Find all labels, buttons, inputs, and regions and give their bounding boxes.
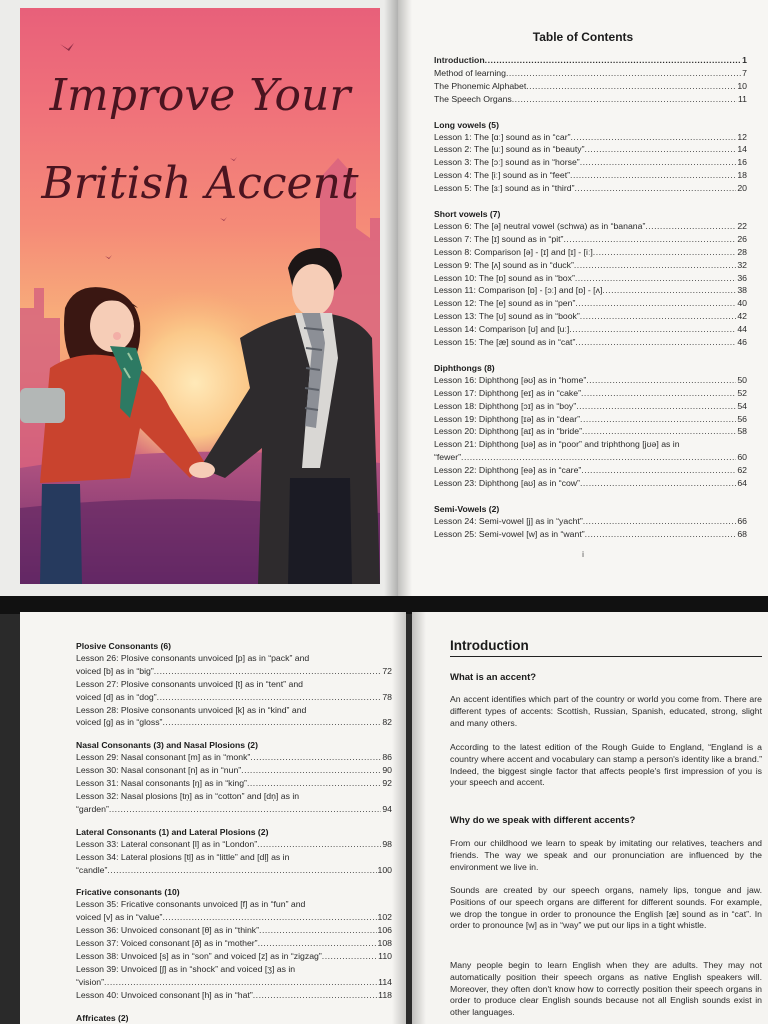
cover-page <box>0 0 398 600</box>
toc-entry[interactable] <box>434 67 747 80</box>
toc-leader-dots <box>259 924 376 937</box>
toc-entry[interactable] <box>76 751 392 764</box>
paragraph: An accent identifies which part of the country or world you come from. There are different types of accents: Scottish, Russian, Spanish, educated, strong, slight and many others. <box>450 694 762 728</box>
toc-entry-label: voiced [b] as in “big” <box>76 665 154 676</box>
toc-page-number: 11 <box>737 93 747 104</box>
toc-entry[interactable] <box>434 323 747 336</box>
toc-entry-label: Lesson 27: Plosive consonants unvoiced [t] as in “tent” and <box>76 678 303 689</box>
toc-entry-label: “vision” <box>76 976 104 987</box>
toc-entry[interactable] <box>434 233 747 246</box>
toc-page-number: 54 <box>737 400 747 411</box>
toc-entry-label: Lesson 29: Nasal consonant [m] as in “monk” <box>76 752 251 763</box>
toc-entry[interactable] <box>434 515 747 528</box>
toc-leader-dots <box>107 864 376 877</box>
toc-page-number: 106 <box>377 925 392 936</box>
toc-entry[interactable] <box>76 716 392 729</box>
toc-page-number: 58 <box>737 426 747 437</box>
toc-leader-dots <box>253 989 377 1002</box>
toc-leader-dots <box>571 131 737 144</box>
toc-page-number: 92 <box>382 778 392 789</box>
toc-entry[interactable] <box>434 451 747 464</box>
toc-leader-dots <box>247 777 381 790</box>
paragraph: From our childhood we learn to speak by imitating our relatives, teachers and friends. The way we speak and our pronunciation are influenced by the environment we live in. <box>450 838 762 872</box>
toc-entry[interactable] <box>434 272 747 285</box>
toc-entry[interactable] <box>76 976 392 989</box>
toc-entry[interactable] <box>76 777 392 790</box>
toc-section-heading: Fricative consonants (10) <box>76 887 180 898</box>
toc-entry-label: The Speech Organs <box>434 93 512 104</box>
toc-page-number: 100 <box>377 864 392 875</box>
toc-page-number: 56 <box>737 413 747 424</box>
toc-leader-dots <box>154 665 382 678</box>
cover-title-line2: British Accent <box>41 158 359 209</box>
toc-entry[interactable] <box>434 131 747 144</box>
toc-page-number: 7 <box>742 67 747 78</box>
toc-entry-label: Method of learning <box>434 67 506 78</box>
toc-entry[interactable] <box>434 246 747 259</box>
toc-entry[interactable] <box>434 528 747 541</box>
toc-entry-label: “candle” <box>76 864 108 875</box>
toc-leader-dots <box>506 67 741 80</box>
toc-entry[interactable] <box>434 477 747 490</box>
toc-leader-dots <box>241 764 381 777</box>
toc-entry-label: Lesson 33: Lateral consonant [l] as in “London” <box>76 838 258 849</box>
toc-entry[interactable] <box>434 259 747 272</box>
toc-page-number: 62 <box>737 465 747 476</box>
toc-leader-dots <box>461 451 736 464</box>
toc-page <box>398 0 768 600</box>
page-gutter <box>384 0 398 600</box>
toc-leader-dots <box>258 937 377 950</box>
toc-entry-label: Lesson 3: The [ɔː] sound as in “horse” <box>434 157 580 168</box>
toc-page-number: 20 <box>737 183 747 194</box>
toc-entry-label: Lesson 22: Diphthong [eə] as in “care” <box>434 465 582 476</box>
toc-entry-label: Lesson 36: Unvoiced consonant [θ] as in “think” <box>76 925 260 936</box>
toc-entry[interactable] <box>434 54 747 67</box>
toc-entry-label: Lesson 38: Unvoiced [s] as in “son” and voiced [z] as in “zigzag” <box>76 951 322 962</box>
toc-entry-label: Lesson 23: Diphthong [aʊ] as in “cow” <box>434 478 580 489</box>
toc-section-heading: Plosive Consonants (6) <box>76 641 172 651</box>
toc-leader-dots <box>680 438 746 451</box>
toc-leader-dots <box>303 678 391 691</box>
toc-page-number: 44 <box>737 324 747 335</box>
toc-page-number: 28 <box>737 246 747 257</box>
toc-leader-dots <box>526 80 736 93</box>
toc-leader-dots <box>109 803 381 816</box>
toc-page-number: 38 <box>737 285 747 296</box>
toc-entry-label: Lesson 11: Comparison [ɒ] - [ɔː] and [ɒ] - [ʌ] <box>434 285 603 296</box>
toc-list-bottom <box>76 640 392 1024</box>
toc-page-number: 118 <box>378 989 392 1000</box>
toc-entry[interactable] <box>76 924 392 937</box>
page-gutter <box>412 612 426 1024</box>
toc-leader-dots <box>576 400 736 413</box>
toc-entry-label: Lesson 8: Comparison [ə] - [ɪ] and [ɪ] - [iː] <box>434 246 593 257</box>
toc-entry[interactable] <box>434 220 747 233</box>
toc-section-heading: Lateral Consonants (1) and Lateral Plosions (2) <box>76 826 269 837</box>
toc-leader-dots <box>585 143 737 156</box>
toc-page-number: 86 <box>382 752 392 763</box>
toc-entry[interactable] <box>434 425 747 438</box>
toc-entry[interactable] <box>76 704 392 717</box>
introduction-heading: Introduction <box>450 638 762 657</box>
toc-entry-label: Lesson 28: Plosive consonants unvoiced [k] as in “kind” and <box>76 704 307 715</box>
toc-entry[interactable] <box>434 93 747 106</box>
toc-page-number: 66 <box>737 515 747 526</box>
toc-page-number: 78 <box>382 691 392 702</box>
toc-entry[interactable] <box>434 156 747 169</box>
toc-entry-label: Lesson 31: Nasal consonants [ŋ] as in “king” <box>76 778 247 789</box>
toc-page-number: 98 <box>382 838 392 849</box>
toc-page-number: 90 <box>382 765 392 776</box>
toc-leader-dots <box>162 716 381 729</box>
toc-entry[interactable] <box>434 80 747 93</box>
toc-leader-dots <box>580 310 737 323</box>
toc-entry[interactable] <box>76 838 392 851</box>
toc-entry[interactable] <box>434 374 747 387</box>
toc-leader-dots <box>162 911 376 924</box>
toc-entry[interactable] <box>434 182 747 195</box>
toc-page-number: 64 <box>737 478 747 489</box>
toc-entry-label: voiced [v] as in “value” <box>76 912 163 923</box>
toc-page-number: 82 <box>382 717 392 728</box>
toc-page-number: 102 <box>377 912 392 923</box>
toc-entry-label: Lesson 6: The [ə] neutral vowel (schwa) as in “banana” <box>434 221 646 232</box>
toc-entry[interactable] <box>76 691 392 704</box>
toc-entry-label: Lesson 13: The [ʊ] sound as in “book” <box>434 311 580 322</box>
toc-entry-label: Lesson 30: Nasal consonant [n] as in “nun” <box>76 765 242 776</box>
paragraph: Many people begin to learn English when they are adults. They may not automatically position their speech organs as native English speakers will. Moreover, they often don't know how to correctly position their speech organs in order to produce clear English sounds because not all English sounds exist in other languages. <box>450 960 762 1018</box>
toc-page-number: 26 <box>737 233 747 244</box>
toc-page-number: 36 <box>737 272 747 283</box>
toc-entry[interactable] <box>76 790 392 803</box>
toc-entry-label: Lesson 2: The [uː] sound as in “beauty” <box>434 144 585 155</box>
toc-entry[interactable] <box>434 413 747 426</box>
toc-leader-dots <box>582 425 736 438</box>
toc-entry-label: Lesson 18: Diphthong [ɔɪ] as in “boy” <box>434 400 577 411</box>
toc-page-number: 1 <box>742 55 747 65</box>
toc-leader-dots <box>157 691 382 704</box>
toc-entry-label: Lesson 1: The [ɑː] sound as in “car” <box>434 131 571 142</box>
toc-entry-label: Lesson 20: Diphthong [aɪ] as in “bride” <box>434 426 582 437</box>
toc-leader-dots <box>104 976 377 989</box>
toc-page-continued <box>20 612 406 1024</box>
toc-leader-dots <box>295 963 391 976</box>
toc-entry[interactable] <box>434 464 747 477</box>
toc-leader-dots <box>645 220 736 233</box>
toc-leader-dots <box>575 272 736 285</box>
toc-entry[interactable] <box>76 898 392 911</box>
toc-page-number: 114 <box>378 976 392 987</box>
toc-page-number: 52 <box>737 387 747 398</box>
toc-entry-label: Introduction <box>434 55 485 65</box>
toc-entry-label: Lesson 26: Plosive consonants unvoiced [p] as in “pack” and <box>76 653 310 663</box>
toc-page-number: 40 <box>737 298 747 309</box>
toc-page-number: 68 <box>737 528 747 539</box>
toc-entry[interactable] <box>76 911 392 924</box>
toc-entry[interactable] <box>76 803 392 816</box>
toc-page-number: 108 <box>377 938 392 949</box>
toc-entry[interactable] <box>434 310 747 323</box>
toc-entry[interactable] <box>434 297 747 310</box>
toc-leader-dots <box>586 374 736 387</box>
toc-leader-dots <box>512 93 737 106</box>
toc-page-number <box>746 438 747 451</box>
toc-entry[interactable] <box>434 400 747 413</box>
toc-entry[interactable] <box>76 665 392 678</box>
toc-leader-dots <box>322 950 377 963</box>
toc-entry-label: Lesson 25: Semi-vowel [w] as in “want” <box>434 528 585 539</box>
toc-entry[interactable] <box>434 143 747 156</box>
toc-entry-label: Lesson 21: Diphthong [ʊə] as in “poor” and triphthong [jʊə] as in <box>434 439 680 450</box>
book-cover <box>20 8 380 584</box>
toc-leader-dots <box>563 233 736 246</box>
toc-entry-label: Lesson 15: The [æ] sound as in “cat” <box>434 337 576 348</box>
toc-entry-label: Lesson 10: The [ɒ] sound as in “box” <box>434 272 575 283</box>
toc-entry-label: voiced [d] as in “dog” <box>76 691 157 702</box>
toc-page-number: 32 <box>737 259 747 270</box>
toc-entry-label: Lesson 24: Semi-vowel [j] as in “yacht” <box>434 515 583 526</box>
toc-leader-dots <box>569 323 736 336</box>
toc-leader-dots <box>593 246 737 259</box>
toc-page-number: 42 <box>737 311 747 322</box>
toc-section-heading: Nasal Consonants (3) and Nasal Plosions (2) <box>76 740 258 751</box>
toc-leader-dots <box>583 515 737 528</box>
page-number: i <box>582 550 584 559</box>
toc-entry-label: Lesson 17: Diphthong [eɪ] as in “cake” <box>434 387 582 398</box>
toc-leader-dots <box>574 259 736 272</box>
toc-entry-label: Lesson 14: Comparison [ʊ] and [uː] <box>434 324 570 335</box>
toc-entry[interactable] <box>76 678 392 691</box>
paragraph: According to the latest edition of the Rough Guide to England, “England is a country where accent and vocabulary can stamp a person's identity like a brand.” Indeed, the biggest single factor that affects people's first impression of you is your speech and accent. <box>450 742 762 788</box>
toc-section-heading: Semi-Vowels (2) <box>434 503 500 514</box>
toc-page-number: 46 <box>737 337 747 348</box>
toc-page-number: 50 <box>737 374 747 385</box>
toc-entry-label: “fewer” <box>434 452 462 463</box>
toc-entry[interactable] <box>76 764 392 777</box>
toc-entry-label: Lesson 40: Unvoiced consonant [h] as in “hat” <box>76 989 253 1000</box>
toc-entry[interactable] <box>76 937 392 950</box>
toc-entry[interactable] <box>76 851 392 864</box>
toc-page-number: 10 <box>737 80 747 91</box>
toc-entry[interactable] <box>434 438 747 451</box>
toc-entry-label: Lesson 16: Diphthong [əʊ] as in “home” <box>434 374 587 385</box>
page-gutter <box>392 612 406 1024</box>
toc-entry[interactable] <box>434 336 747 349</box>
toc-entry-label: Lesson 9: The [ʌ] sound as in “duck” <box>434 259 574 270</box>
toc-entry-label: voiced [g] as in “gloss” <box>76 717 163 728</box>
toc-leader-dots <box>306 704 391 717</box>
toc-entry[interactable] <box>76 963 392 976</box>
toc-page-number: 18 <box>737 170 747 181</box>
toc-leader-dots <box>250 751 381 764</box>
toc-section-heading: Short vowels (7) <box>434 209 501 220</box>
toc-entry[interactable] <box>434 169 747 182</box>
toc-leader-dots <box>581 464 736 477</box>
toc-entry-label: Lesson 32: Nasal plosions [tn̩] as in “cotton” and [dn̩] as in <box>76 791 300 802</box>
toc-entry[interactable] <box>76 652 392 665</box>
toc-entry-label: Lesson 37: Voiced consonant [ð] as in “mother” <box>76 938 258 949</box>
toc-leader-dots <box>575 336 736 349</box>
toc-entry-label: “garden” <box>76 803 109 814</box>
toc-leader-dots <box>485 54 741 67</box>
toc-leader-dots <box>299 790 391 803</box>
toc-page-number: 72 <box>382 665 392 676</box>
subheading-what-is-accent: What is an accent? <box>450 672 537 683</box>
toc-entry-label: Lesson 39: Unvoiced [ʃ] as in “shock” and voiced [ʒ] as in <box>76 963 296 974</box>
toc-leader-dots <box>580 413 736 426</box>
toc-page-number: 14 <box>737 144 747 155</box>
toc-section-heading: Long vowels (5) <box>434 119 499 130</box>
toc-entry-label: Lesson 34: Lateral plosions [tl̩] as in “little” and [dl̩] as in <box>76 851 290 862</box>
toc-page-number: 110 <box>378 951 392 962</box>
toc-leader-dots <box>289 851 391 864</box>
toc-page-number: 16 <box>737 157 747 168</box>
toc-leader-dots <box>581 387 736 400</box>
toc-entry-label: Lesson 7: The [ɪ] sound as in “pit” <box>434 233 564 244</box>
toc-entry-label: Lesson 5: The [ɜː] sound as in “third” <box>434 183 575 194</box>
toc-leader-dots <box>305 898 391 911</box>
toc-leader-dots <box>580 156 737 169</box>
toc-section-heading: Affricates (2) <box>76 1012 129 1023</box>
introduction-page <box>412 612 768 1024</box>
toc-page-number: 60 <box>737 452 747 463</box>
subheading-why-different-accents: Why do we speak with different accents? <box>450 815 636 826</box>
toc-entry[interactable] <box>76 864 392 877</box>
toc-entry-label: The Phonemic Alphabet <box>434 80 527 91</box>
cover-title-line1: Improve Your <box>49 70 351 121</box>
paragraph: Sounds are created by our speech organs, namely lips, tongue and jaw. Positions of our speech organs are different for different sounds. For example, we drop the tongue in order to pronounce the English [æ] sound as in “cat”. In order to pronounce [w] as in “way” we put our lips in a tight whistle. <box>450 885 762 931</box>
toc-entry-label: Lesson 12: The [e] sound as in “pen” <box>434 298 576 309</box>
toc-entry[interactable] <box>434 284 747 297</box>
toc-leader-dots <box>602 284 736 297</box>
toc-leader-dots <box>580 477 736 490</box>
toc-page-number: 22 <box>737 221 747 232</box>
toc-leader-dots <box>575 297 736 310</box>
toc-leader-dots <box>575 182 737 195</box>
toc-entry[interactable] <box>76 950 392 963</box>
toc-entry-label: Lesson 4: The [iː] sound as in “feet” <box>434 170 571 181</box>
toc-entry-label: Lesson 19: Diphthong [ɪə] as in “dear” <box>434 413 581 424</box>
toc-leader-dots <box>585 528 737 541</box>
page-gutter <box>398 0 412 600</box>
toc-leader-dots <box>570 169 736 182</box>
toc-entry[interactable] <box>434 387 747 400</box>
toc-title: Table of Contents <box>532 30 634 44</box>
toc-page-number: 94 <box>382 803 392 814</box>
toc-list-top <box>434 54 747 541</box>
toc-page-number: 12 <box>737 131 747 142</box>
toc-entry-label: Lesson 35: Fricative consonants unvoiced [f] as in “fun” and <box>76 899 306 910</box>
toc-leader-dots <box>309 652 391 665</box>
toc-leader-dots <box>257 838 381 851</box>
toc-section-heading: Diphthongs (8) <box>434 362 495 373</box>
toc-entry[interactable] <box>76 989 392 1002</box>
